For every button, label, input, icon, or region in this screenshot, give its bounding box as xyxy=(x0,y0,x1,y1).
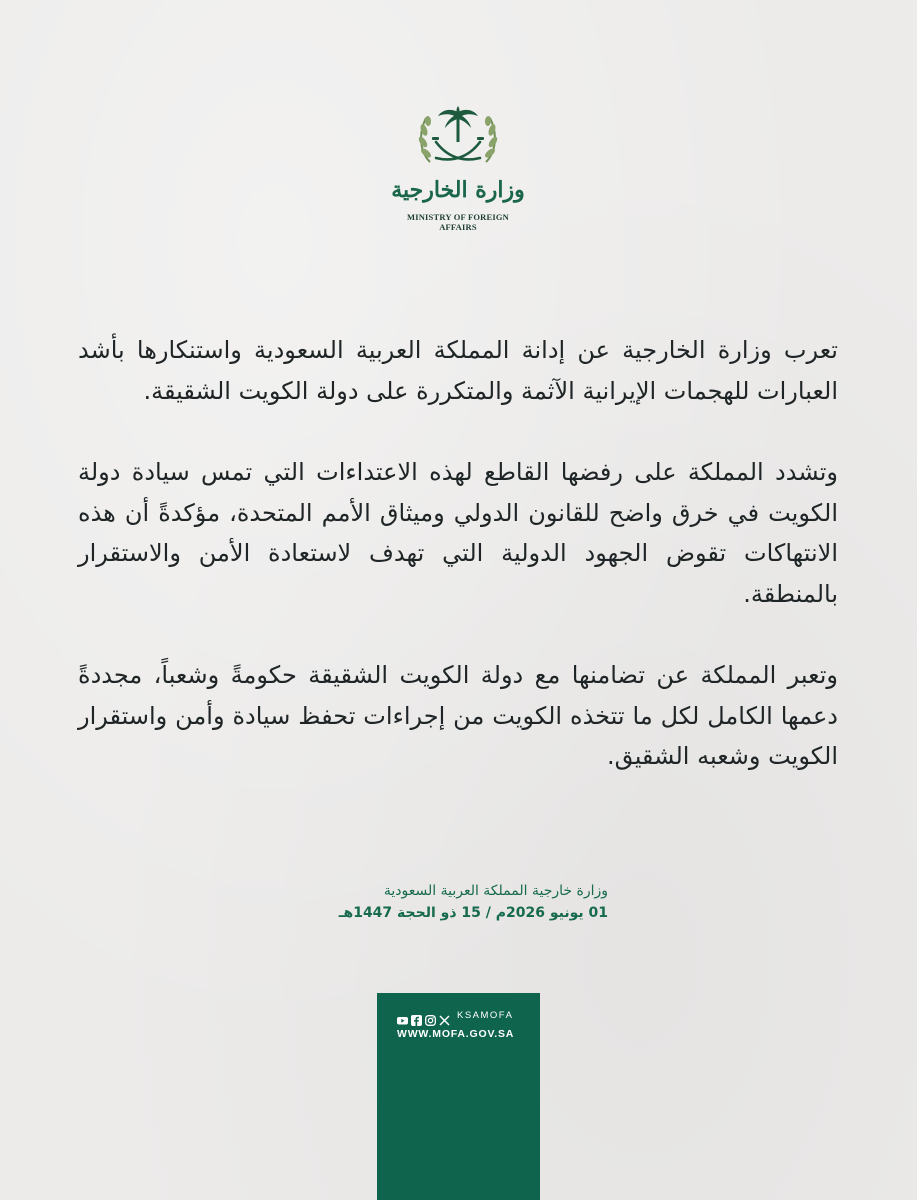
logo-english-text: MINISTRY OF FOREIGN AFFAIRS xyxy=(406,212,510,232)
social-row xyxy=(397,1009,513,1023)
issuer-name: وزارة خارجية المملكة العربية السعودية xyxy=(383,883,608,899)
issue-date: 01 يونيو 2026م / 15 ذو الحجة 1447هـ xyxy=(338,905,608,921)
ministry-logo xyxy=(388,100,528,230)
instagram-icon[interactable] xyxy=(425,1011,436,1022)
statement-body xyxy=(78,330,838,818)
statement-paragraph-2: وتشدد المملكة على رفضها القاطع لهذه الاعتداءات التي تمس سيادة دولة الكويت في خرق واضح للقانون الدولي وميثاق الأمم المتحدة، مؤكدةً أن هذه الانتهاكات تقوض الجهود الدولية التي تهدف لاستعادة الأمن والاستقرار بالمنطقة. xyxy=(78,458,838,608)
website-link[interactable]: WWW.MOFA.GOV.SA xyxy=(397,1028,515,1040)
footer-panel xyxy=(377,993,540,1200)
x-icon[interactable] xyxy=(439,1011,450,1022)
statement-paragraph-3: وتعبر المملكة عن تضامنها مع دولة الكويت الشقيقة حكومةً وشعباً، مجددةً دعمها الكامل لكل ما تتخذه الكويت من إجراءات تحفظ سيادة وأمن واستقرار الكويت وشعبه الشقيق. xyxy=(78,661,838,770)
logo-arabic-text: وزارة الخارجية xyxy=(391,177,525,203)
youtube-icon[interactable] xyxy=(397,1011,408,1022)
statement-paragraph-1: تعرب وزارة الخارجية عن إدانة المملكة العربية السعودية واستنكارها بأشد العبارات للهجمات الإيرانية الآثمة والمتكررة على دولة الكويت الشقيقة. xyxy=(78,336,838,405)
social-handle[interactable]: KSAMOFA xyxy=(457,1010,514,1021)
facebook-icon[interactable] xyxy=(411,1011,422,1022)
signature-block xyxy=(280,880,608,924)
palm-swords-emblem-icon xyxy=(414,100,502,172)
